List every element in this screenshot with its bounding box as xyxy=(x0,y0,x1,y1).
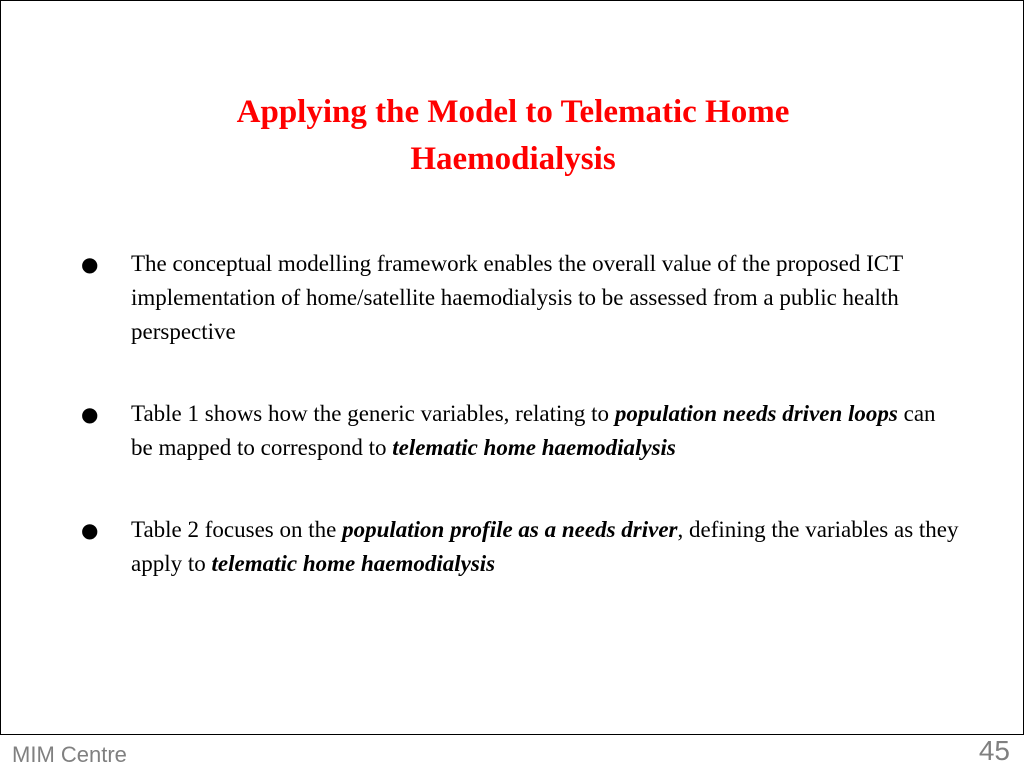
bullet-list xyxy=(79,247,959,629)
bullet-3-text-cont: , defining the variables as they apply to xyxy=(131,517,959,576)
page-number: 45 xyxy=(978,735,1010,766)
footer-label: MIM Centre xyxy=(12,742,127,767)
bullet-2-emphasis-2: telematic home haemodialysis xyxy=(392,435,676,460)
bullet-3-emphasis-1: population profile as a needs driver xyxy=(342,517,678,542)
bullet-3-text: Table 2 focuses on the xyxy=(131,517,343,542)
slide-title xyxy=(101,89,925,183)
bullet-1-text: The conceptual modelling framework enables the overall value of the proposed ICT implementation of home/satellite haemodialysis to be assessed from a public health perspective xyxy=(131,251,903,344)
bullet-icon: ● xyxy=(81,402,99,426)
bullet-icon: ● xyxy=(81,252,99,276)
slide-title-line-2: Haemodialysis xyxy=(410,141,616,177)
bullet-2-text: Table 1 shows how the generic variables, relating to xyxy=(131,401,615,426)
bullet-item-3 xyxy=(79,513,959,581)
bullet-2-text-cont: can be mapped to correspond to xyxy=(131,401,936,460)
bullet-item-1 xyxy=(79,247,959,349)
bullet-item-2 xyxy=(79,397,959,465)
slide-title-line-1: Applying the Model to Telematic Home xyxy=(236,94,790,130)
bullet-icon: ● xyxy=(81,518,99,542)
bullet-2-emphasis-1: population needs driven loops xyxy=(614,401,898,426)
bullet-3-emphasis-2: telematic home haemodialysis xyxy=(211,551,496,576)
